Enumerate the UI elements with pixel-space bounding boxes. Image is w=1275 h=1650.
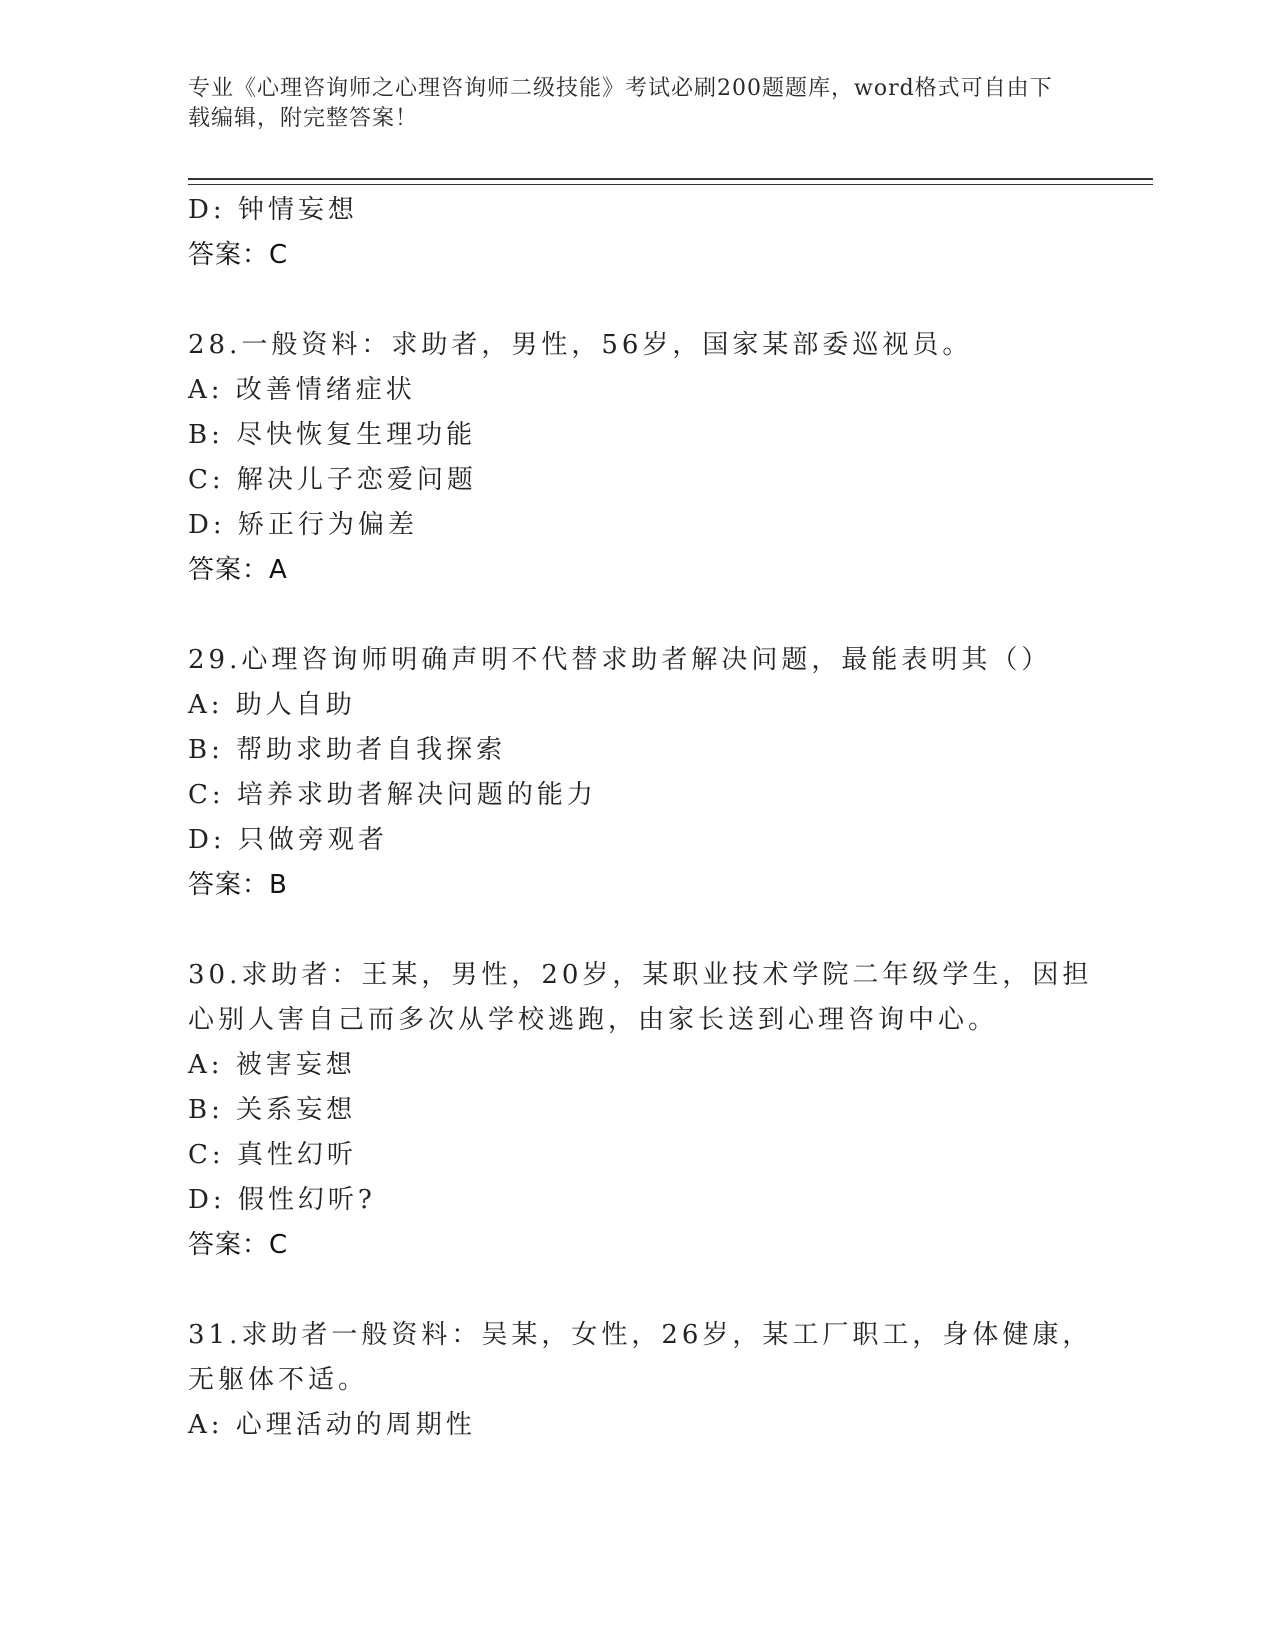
- option-d: D: 假性幻听?: [188, 1185, 376, 1215]
- document-header: 专业《心理咨询师之心理咨询师二级技能》考试必刷200题题库，word格式可自由下载编辑，附完整答案！: [188, 76, 1053, 131]
- option-d: D: 矫正行为偏差: [188, 510, 418, 540]
- question-list: [188, 188, 1108, 1448]
- option-b: B: 关系妄想: [188, 1095, 357, 1125]
- option-c: C: 培养求助者解决问题的能力: [188, 780, 597, 810]
- option-d: D: 只做旁观者: [188, 825, 388, 855]
- option-a: A: 改善情绪症状: [188, 375, 416, 405]
- question-block-29: [188, 638, 1108, 908]
- option-c: C: 解决儿子恋爱问题: [188, 465, 477, 495]
- option-b: B: 帮助求助者自我探索: [188, 735, 507, 765]
- question-stem: 31.求助者一般资料：吴某，女性，26岁，某工厂职工，身体健康，无躯体不适。: [188, 1320, 1093, 1395]
- question-stem: 28.一般资料：求助者，男性，56岁，国家某部委巡视员。: [188, 330, 973, 360]
- question-block-28: [188, 323, 1108, 593]
- answer-line: 答案：C: [188, 240, 289, 270]
- answer-line: 答案：C: [188, 1230, 289, 1260]
- header-divider: [188, 178, 1153, 180]
- question-stem: 30.求助者：王某，男性，20岁，某职业技术学院二年级学生，因担心别人害自己而多次从学校逃跑，由家长送到心理咨询中心。: [188, 960, 1093, 1035]
- option-a: A: 心理活动的周期性: [188, 1410, 476, 1440]
- answer-line: 答案：B: [188, 870, 288, 900]
- option-d: D: 钟情妄想: [188, 195, 358, 225]
- option-a: A: 助人自助: [188, 690, 356, 720]
- answer-line: 答案：A: [188, 555, 288, 585]
- question-block-30: [188, 953, 1108, 1268]
- option-a: A: 被害妄想: [188, 1050, 356, 1080]
- header-divider-thin: [188, 184, 1153, 185]
- option-c: C: 真性幻听: [188, 1140, 357, 1170]
- question-stem: 29.心理咨询师明确声明不代替求助者解决问题，最能表明其（）: [188, 645, 1052, 675]
- question-block-31: [188, 1313, 1108, 1448]
- option-b: B: 尽快恢复生理功能: [188, 420, 477, 450]
